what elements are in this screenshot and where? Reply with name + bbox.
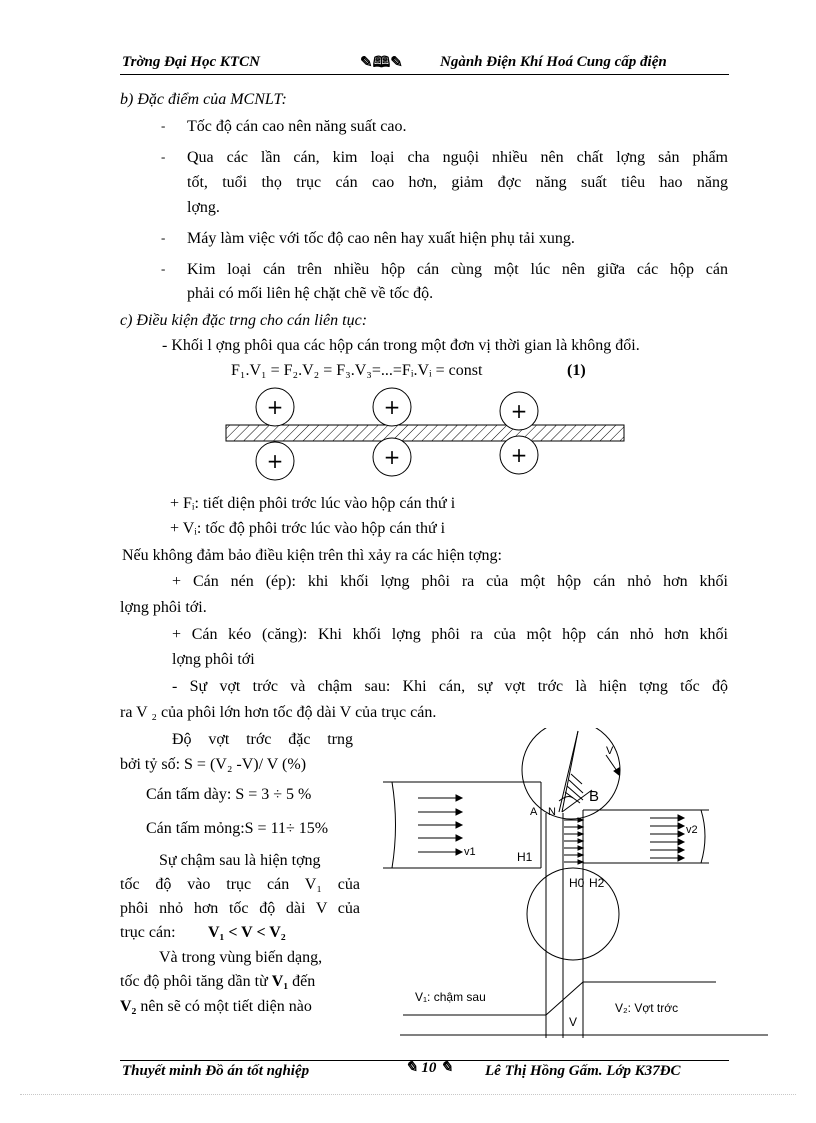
zone-text-a: tốc độ phôi tăng dần từ bbox=[120, 973, 272, 990]
label-v-bottom: V bbox=[569, 1015, 578, 1029]
lag-inequality: V₁ < V < V₂ bbox=[208, 924, 286, 941]
page-number: ✎ 10 ✎ bbox=[405, 1060, 453, 1076]
legend-lag: V₁: chậm sau bbox=[415, 990, 486, 1004]
tension-line-1: + Cán kéo (căng): Khi khối lợng phôi ra của một hộp cán nhỏ hơn khối bbox=[172, 626, 728, 643]
bullet-4-line-1: Kim loại cán trên nhiều hộp cán cùng một lúc nên giữa các hộp cán bbox=[187, 261, 728, 278]
bullet-2-line-2: tốt, tuổi thọ trục cán cao hơn, giảm đợc năng suất tiêu hao năng bbox=[187, 174, 728, 191]
strip-entry-break bbox=[392, 782, 396, 868]
definition-f: + Fᵢ: tiết diện phôi trớc lúc vào hộp cán thứ i bbox=[170, 495, 456, 512]
page-edge-dots bbox=[20, 1094, 796, 1095]
bullet-1: Tốc độ cán cao nên năng suất cao. bbox=[187, 118, 407, 135]
label-roll-speed: V bbox=[606, 745, 614, 757]
zone-line-3 bbox=[120, 998, 312, 1016]
bullet-3: Máy làm việc với tốc độ cao nên hay xuất hiện phụ tải xung. bbox=[187, 230, 575, 247]
speed-transition bbox=[546, 982, 583, 1015]
header-right: Ngành Điện Khí Hoá Cung cấp điện bbox=[440, 54, 667, 70]
header-rule bbox=[120, 74, 729, 75]
forward-slip-ratio: bởi tỷ số: S = (V₂ -V)/ V (%) bbox=[120, 756, 307, 773]
bullet-marker: - bbox=[161, 230, 166, 245]
roll-symbol: + bbox=[383, 395, 401, 419]
roll-symbol: + bbox=[510, 443, 528, 467]
roll-symbol: + bbox=[510, 399, 528, 423]
arc-hatch-3 bbox=[569, 780, 583, 793]
rolling-stands-diagram bbox=[220, 385, 630, 485]
lag-line-4: trục cán: bbox=[120, 924, 176, 941]
section-c-title: c) Điều kiện đặc trng cho cán liên tục: bbox=[120, 312, 368, 329]
compression-line-2: lợng phôi tới. bbox=[120, 599, 207, 616]
definition-v: + Vᵢ: tốc độ phôi trớc lúc vào hộp cán thứ i bbox=[170, 520, 446, 537]
legend-lead: V₂: Vợt trớc bbox=[615, 1001, 679, 1015]
slip-line-1: - Sự vợt trớc và chậm sau: Khi cán, sự vợt trớc là hiện tợng tốc độ bbox=[172, 678, 728, 695]
arc-hatch-2 bbox=[567, 786, 583, 800]
zone-line-1: Và trong vùng biến dạng, bbox=[159, 949, 323, 966]
section-b-title: b) Đặc điểm của MCNLT: bbox=[120, 91, 287, 108]
zone-v2: V₂ bbox=[120, 998, 137, 1015]
roll-symbol: + bbox=[383, 445, 401, 469]
continuity-formula: F₁.V₁ = F₂.V₂ = F₃.V₃=...=Fᵢ.Vᵢ = const bbox=[231, 362, 483, 379]
lag-line-3: phôi nhỏ hơn tốc độ dài V của bbox=[120, 900, 360, 917]
label-exit-velocity: v2 bbox=[686, 824, 698, 836]
tension-line-2: lợng phôi tới bbox=[172, 651, 255, 668]
angle-arc bbox=[559, 797, 573, 801]
arc-hatch-1 bbox=[565, 792, 580, 803]
forward-slip-line-1: Độ vợt trớc đặc trng bbox=[172, 731, 353, 748]
bullet-2-line-3: lợng. bbox=[187, 199, 220, 216]
bullet-2-line-1: Qua các lần cán, kim loại cha nguội nhiều nên chất lợng sản phẩm bbox=[187, 149, 728, 166]
bullet-4-line-2: phải có mối liên hệ chặt chẽ về tốc độ. bbox=[187, 285, 434, 302]
zone-text-c: nên sẽ có một tiết diện nào bbox=[136, 998, 312, 1015]
strip-exit-break bbox=[701, 810, 705, 863]
bullet-marker: - bbox=[161, 149, 166, 164]
label-entry-velocity: v1 bbox=[464, 846, 476, 858]
header-ornament: ✎🕮✎ bbox=[360, 55, 403, 71]
thick-plate-slip: Cán tấm dày: S = 3 ÷ 5 % bbox=[146, 786, 312, 803]
thin-plate-slip: Cán tấm mỏng:S = 11÷ 15% bbox=[146, 820, 329, 837]
label-a: A bbox=[530, 806, 538, 818]
bullet-marker: - bbox=[161, 118, 166, 133]
continuity-statement: - Khối l ợng phôi qua các hộp cán trong một đơn vị thời gian là không đổi. bbox=[162, 337, 640, 354]
header-left: Trờng Đại Học KTCN bbox=[122, 54, 260, 70]
footer-right: Lê Thị Hồng Gấm. Lớp K37ĐC bbox=[485, 1063, 681, 1079]
label-h2: H2 bbox=[589, 876, 605, 890]
arc-hatch-4 bbox=[571, 774, 582, 784]
roll-symbol: + bbox=[266, 449, 284, 473]
label-h1: H1 bbox=[517, 850, 533, 864]
zone-line-2 bbox=[120, 973, 360, 991]
consequence-text: Nếu không đảm bảo điều kiện trên thì xảy ra các hiện tợng: bbox=[122, 547, 502, 564]
zone-v1: V₁ bbox=[271, 973, 289, 990]
roll-symbol: + bbox=[266, 395, 284, 419]
footer-left: Thuyết minh Đồ án tốt nghiệp bbox=[122, 1063, 310, 1079]
zone-text-b: đến bbox=[288, 973, 316, 990]
label-n: N bbox=[548, 806, 556, 818]
lag-line-2: tốc độ vào trục cán V₁ của bbox=[120, 876, 360, 893]
slip-line-2: ra V ₂ của phôi lớn hơn tốc độ dài V của trục cán. bbox=[120, 704, 437, 721]
formula-number: (1) bbox=[567, 362, 586, 379]
bullet-marker: - bbox=[161, 261, 166, 276]
compression-line-1: + Cán nén (ép): khi khối lợng phôi ra của một hộp cán nhỏ hơn khối bbox=[172, 573, 728, 590]
workpiece-strip bbox=[226, 425, 624, 441]
label-h0: H0 bbox=[569, 876, 585, 890]
lag-line-1: Sự chậm sau là hiện tợng bbox=[159, 852, 321, 869]
label-b: B bbox=[589, 788, 600, 805]
